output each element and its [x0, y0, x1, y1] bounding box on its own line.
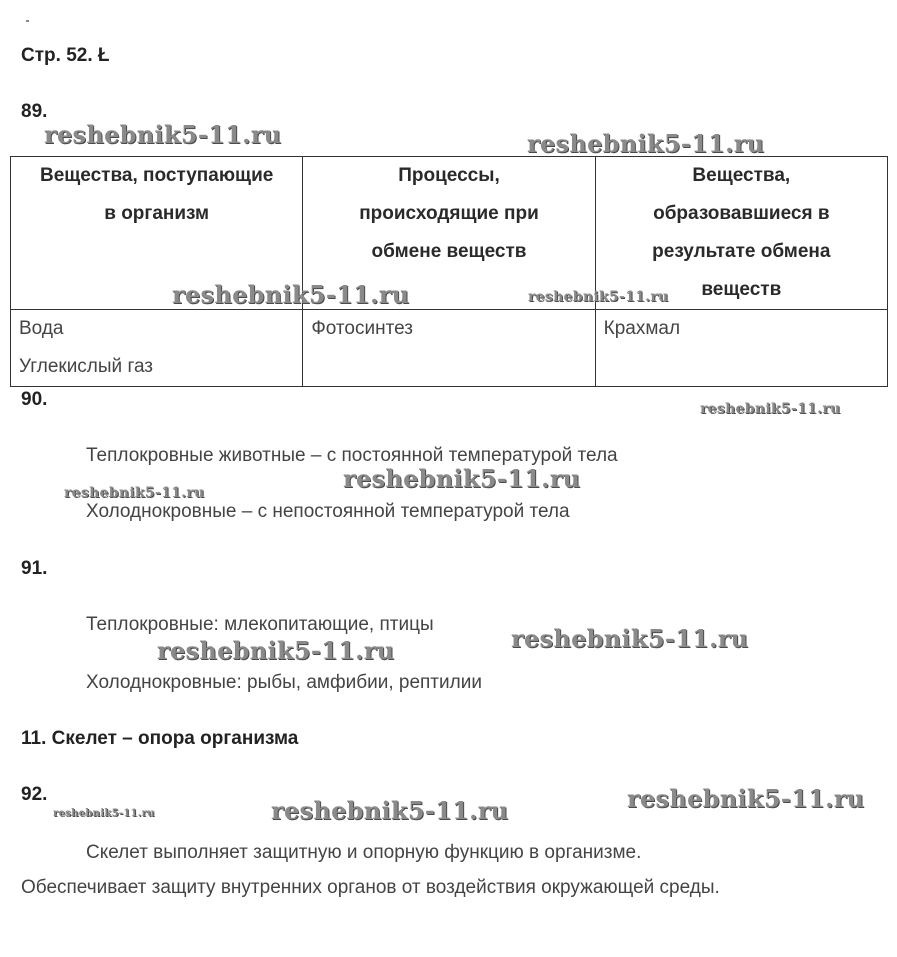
exercise-90-line-2: Холоднокровные – с непостоянной температурой тела — [86, 501, 570, 522]
header-line: результате обмена — [652, 241, 831, 262]
cell-line: Углекислый газ — [19, 356, 154, 377]
section-title: 11. Скелет – опора организма — [21, 728, 299, 749]
header-line: Вещества, поступающие — [39, 165, 274, 186]
table-cell — [595, 310, 887, 387]
watermark: reshebnik5-11.ru — [157, 636, 395, 665]
exercise-91-line-2: Холоднокровные: рыбы, амфибии, рептилии — [86, 672, 482, 693]
exercise-89-table — [10, 156, 888, 387]
corner-mark — [26, 20, 29, 22]
exercise-89-number: 89. — [21, 101, 48, 122]
table-row — [11, 310, 888, 387]
header-line: образовавшиеся в — [653, 203, 830, 224]
table-header-cell — [595, 157, 887, 310]
watermark: reshebnik5-11.ru — [528, 289, 669, 305]
header-line: в организм — [104, 203, 210, 224]
watermark: reshebnik5-11.ru — [64, 485, 205, 501]
watermark: reshebnik5-11.ru — [511, 624, 749, 653]
watermark: reshebnik5-11.ru — [627, 784, 865, 813]
watermark: reshebnik5-11.ru — [44, 120, 282, 149]
watermark: reshebnik5-11.ru — [172, 280, 410, 309]
watermark: reshebnik5-11.ru — [53, 808, 155, 819]
exercise-92-number: 92. — [21, 784, 48, 805]
cell-line: Вода — [19, 318, 64, 339]
page-label: Стр. 52. Ł — [21, 45, 110, 66]
watermark: reshebnik5-11.ru — [700, 401, 841, 417]
header-line: Процессы, — [398, 165, 500, 186]
exercise-90-line-1: Теплокровные животные – с постоянной температурой тела — [86, 445, 618, 466]
table-cell — [303, 310, 595, 387]
exercise-91-line-1: Теплокровные: млекопитающие, птицы — [86, 614, 434, 635]
header-line: обмене веществ — [371, 241, 527, 262]
table-header-row — [11, 157, 888, 310]
header-line: Вещества, — [692, 165, 791, 186]
header-line: происходящие при — [359, 203, 539, 224]
header-line: веществ — [701, 279, 782, 300]
watermark: reshebnik5-11.ru — [343, 464, 581, 493]
watermark: reshebnik5-11.ru — [271, 796, 509, 825]
exercise-91-number: 91. — [21, 558, 48, 579]
table-cell — [11, 310, 303, 387]
cell-line: Фотосинтез — [311, 318, 413, 339]
cell-line: Крахмал — [603, 318, 681, 339]
exercise-92-line-1: Скелет выполняет защитную и опорную функцию в организме. — [86, 842, 642, 863]
watermark: reshebnik5-11.ru — [527, 129, 765, 158]
exercise-90-number: 90. — [21, 389, 48, 410]
exercise-92-line-2: Обеспечивает защиту внутренних органов от воздействия окружающей среды. — [21, 877, 720, 898]
